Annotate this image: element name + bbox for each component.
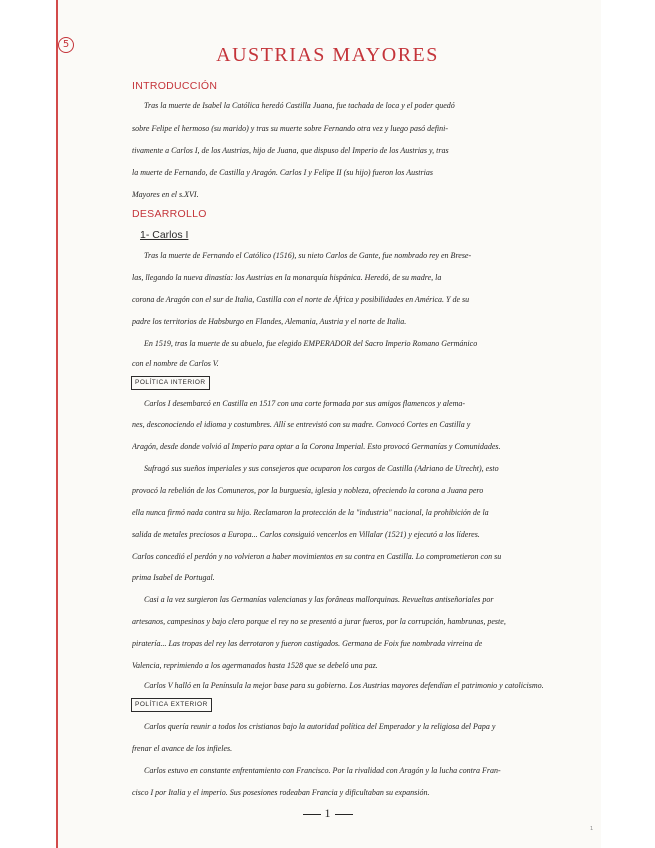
intro-line: tivamente a Carlos I, de los Austrias, hijo de Juana, que dispuso del Imperio de los Austrias y, tras [132, 146, 449, 155]
carlos-line: las, llegando la nueva dinastía: los Austrias en la monarquía hispánica. Heredó, de su madre, la [132, 273, 442, 282]
carlos-heading: 1- Carlos I [140, 229, 189, 241]
carlos-line: Tras la muerte de Fernando el Católico (1516), su nieto Carlos de Gante, fue nombrado rey en Brese- [144, 251, 472, 260]
interior-line: ella nunca firmó nada contra su hijo. Reclamaron la protección de la "industria" nacional, la prohibición de la [132, 508, 489, 517]
intro-line: la muerte de Fernando, de Castilla y Aragón. Carlos I y Felipe II (su hijo) fueron los Austrias [132, 168, 433, 177]
politica-interior-tag: POLÍTICA INTERIOR [131, 376, 210, 390]
intro-line: sobre Felipe el hermoso (su marido) y tras su muerte sobre Fernando otra vez y luego pasó defini- [132, 124, 449, 133]
dev-heading: DESARROLLO [132, 208, 207, 220]
corner-mark: 1 [590, 826, 594, 832]
exterior-line: Carlos estuvo en constante enfrentamiento con Francisco. Por la rivalidad con Aragón y la lucha contra Fran- [144, 766, 501, 775]
interior-line: salida de metales preciosos a Europa... Carlos consiguió vencerlos en Villalar (1521) y ejecutó a los líderes. [132, 530, 480, 539]
exterior-line: cisco I por Italia y el imperio. Sus posesiones rodeaban Francia y dificultaban su expansión. [132, 788, 430, 797]
carlos-line: padre los territorios de Habsburgo en Flandes, Alemania, Austria y el norte de Italia. [132, 317, 407, 326]
carlos-line: corona de Aragón con el sur de Italia, Castilla con el norte de África y posibilidades en América. Y de su [132, 295, 470, 304]
politica-exterior-tag: POLÍTICA EXTERIOR [131, 698, 212, 712]
interior-line: Carlos concedió el perdón y no volvieron a haber movimientos en su contra en Castilla. Lo comprometieron con su [132, 552, 502, 561]
interior-line: nes, desconociendo el idioma y costumbres. Allí se entrevistó con su madre. Convocó Cortes en Castilla y [132, 420, 471, 429]
interior-line: artesanos, campesinos y bajo clero porque el rey no se presentó a jurar fueros, por la corrupción, hambrunas, peste, [132, 617, 506, 626]
page-circle-number: 5 [58, 37, 74, 53]
interior-line: prima Isabel de Portugal. [132, 573, 215, 582]
carlos-line: con el nombre de Carlos V. [132, 359, 219, 368]
exterior-line: Carlos quería reunir a todos los cristianos bajo la autoridad política del Emperador y la religiosa del Papa y [144, 722, 496, 731]
interior-line: provocó la rebelión de los Comuneros, por la burguesía, iglesia y nobleza, ofreciendo la corona a Juana pero [132, 486, 484, 495]
page-title: AUSTRIAS MAYORES [216, 44, 439, 66]
margin-line [56, 0, 58, 848]
intro-heading: INTRODUCCIÓN [132, 80, 218, 92]
intro-line: Mayores en el s.XVI. [132, 190, 199, 199]
carlos-line: En 1519, tras la muerte de su abuelo, fue elegido EMPERADOR del Sacro Imperio Romano Germánico [144, 339, 478, 348]
exterior-line: frenar el avance de los infieles. [132, 744, 233, 753]
interior-line: Carlos V halló en la Península la mejor base para su gobierno. Los Austrias mayores defendían el patrimonio y catolicismo. [144, 681, 544, 690]
interior-line: Aragón, desde donde volvió al Imperio para optar a la Corona Imperial. Esto provocó Germanías y Comunidades. [132, 442, 501, 451]
intro-line: Tras la muerte de Isabel la Católica heredó Castilla Juana, fue tachada de loca y el poder quedó [144, 101, 455, 110]
interior-line: piratería... Las tropas del rey las derrotaron y fueron castigados. Germana de Foix fue nombrada virreina de [132, 639, 483, 648]
interior-line: Sufragó sus sueños imperiales y sus consejeros que ocuparon los cargos de Castilla (Adriano de Utrecht), esto [144, 464, 499, 473]
interior-line: Carlos I desembarcó en Castilla en 1517 con una corte formada por sus amigos flamencos y alema- [144, 399, 466, 408]
interior-line: Casi a la vez surgieron las Germanías valencianas y las forâneas mallorquinas. Revueltas antiseñoriales por [144, 595, 494, 604]
interior-line: Valencia, reprimiendo a los agermanados hasta 1528 que se debeló una paz. [132, 661, 378, 670]
page-number: 1 [0, 806, 655, 821]
